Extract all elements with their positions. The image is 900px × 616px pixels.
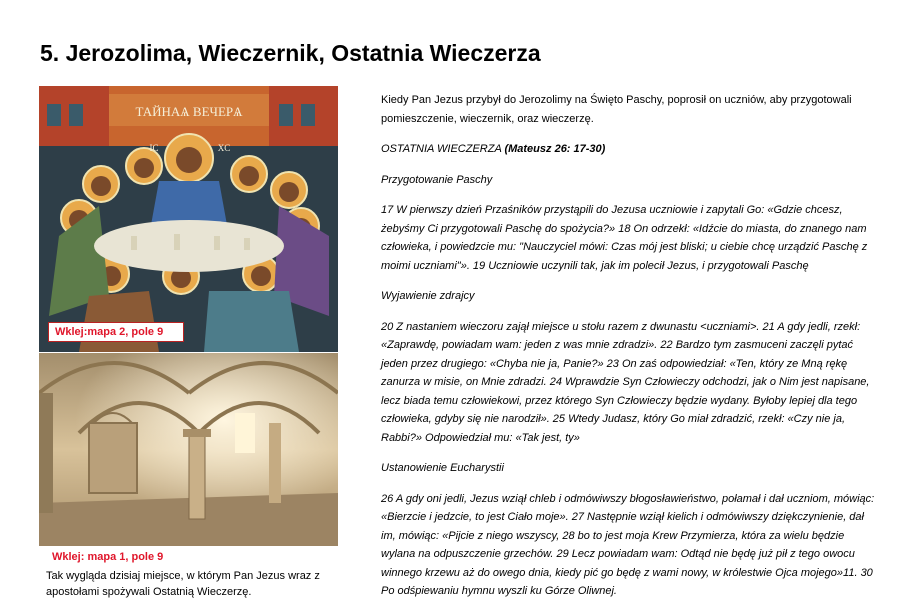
intro-paragraph: Kiedy Pan Jezus przybył do Jerozolimy na Święto Paschy, poprosił on uczniów, aby przygotowali pomieszczenie, wieczernik, oraz wieczerzę. bbox=[381, 94, 852, 125]
subheading-eucharist: Ustanowienie Eucharystii bbox=[381, 462, 504, 474]
icon-inscription-right: XC bbox=[217, 143, 231, 153]
cenacle-photo bbox=[39, 353, 338, 546]
section-heading bbox=[381, 140, 881, 159]
photo-caption: Tak wygląda dzisiaj miejsce, w którym Pan Jezus wraz z apostołami spożywali Ostatnią Wieczerzę. bbox=[46, 570, 320, 598]
last-supper-icon-image bbox=[39, 86, 338, 352]
subheading-preparation: Przygotowanie Paschy bbox=[381, 173, 493, 186]
heading-reference: (Mateusz 26: 17-30) bbox=[504, 143, 606, 155]
page-title: 5. Jerozolima, Wieczernik, Ostatnia Wieczerza bbox=[40, 40, 541, 66]
subheading-betrayer: Wyjawienie zdrajcy bbox=[381, 290, 475, 302]
heading-main: OSTATNIA WIECZERZA bbox=[381, 143, 502, 155]
paragraph-eucharist: 26 A gdy oni jedli, Jezus wziął chleb i odmówiwszy błogosławieństwo, połamał i dał uczniom, mówiąc: «Bierzcie i jedzcie, to jest Ciało moje». 27 Następnie wziął kielich i odmówiwszy dziękczynienie, dał im, mówiąc: «Pijcie z niego wszyscy, 28 bo to jest moja Krew Przymierza, która za wielu będzie wylana na odpuszczenie grzechów. 29 Lecz powiadam wam: Odtąd nie będę już pił z tego owocu winnego krzewu aż do owego dnia, kiedy pić go będę z wami nowy, w królestwie Ojca mojego»11. 30 Po odśpiewaniu hymnu wyszli ku Górze Oliwnej. bbox=[381, 492, 875, 597]
article-text bbox=[381, 91, 881, 613]
paragraph-preparation: 17 W pierwszy dzień Przaśników przystąpili do Jezusa uczniowie i zapytali Go: «Gdzie chcesz, żebyśmy Ci przygotowali Paschę do spożycia?» 18 On odrzekł: «Idźcie do miasta, do znanego nam człowieka, i powiedzcie mu: "Nauczyciel mówi: Czas mój jest bliski; u ciebie chcę urządzić Paschę z moimi uczniami"». 19 Uczniowie uczynili tak, jak im polecił Jezus, i przygotowali Paschę bbox=[381, 204, 868, 272]
label-map2-field9: Wklej:mapa 2, pole 9 bbox=[48, 322, 184, 342]
paragraph-betrayer: 20 Z nastaniem wieczoru zajął miejsce u stołu razem z dwunastu <uczniami>. 21 A gdy jedli, rzekł: «Zaprawdę, powiadam wam: jeden z was mnie zdradzi». 22 Bardzo tym zasmuceni zaczęli pytać jeden przez drugiego: «Chyba nie ja, Panie?» 23 On zaś odpowiedział: «Ten, który ze Mną rękę zanurza w misie, on Mnie zdradzi. 24 Wprawdzie Syn Człowieczy odchodzi, jak o Nim jest napisane, lecz biada temu człowiekowi, przez którego Syn Człowieczy będzie wydany. Byłoby lepiej dla tego człowieka, gdyby się nie narodził». 25 Wtedy Judasz, który Go miał zdradzić, rzekł: «Czy nie ja, Rabbi?» Odpowiedział mu: «Tak jest, ty» bbox=[381, 320, 870, 444]
icon-inscription: ТАЙНАѦ ВЕЧЕРѦ bbox=[135, 104, 243, 119]
label-map1-field9: Wklej: mapa 1, pole 9 bbox=[52, 551, 164, 563]
icon-inscription-left: IC bbox=[149, 143, 159, 153]
